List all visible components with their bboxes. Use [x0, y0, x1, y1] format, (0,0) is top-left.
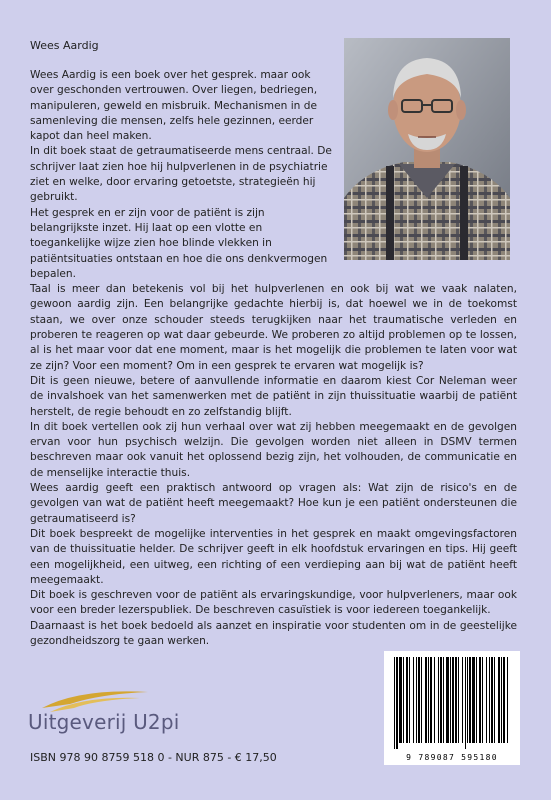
back-cover-text — [30, 68, 517, 649]
paragraph: Daarnaast is het boek bedoeld als aanzet en inspiratie voor studenten om in de geestelijke gezondheidszorg te gaan werken. — [30, 619, 517, 647]
paragraph: Wees Aardig is een boek over het gesprek. maar ook over geschonden vertrouwen. Over liegen, bedriegen, manipuleren, geweld en misbruik. Mechanismen in de samenleving die mensen, zelfs hele gezinnen, eerder kapot dan heel maken. — [30, 69, 318, 143]
isbn-price-line: ISBN 978 90 8759 518 0 - NUR 875 - € 17,50 — [30, 751, 277, 764]
paragraph: Wees aardig geeft een praktisch antwoord op vragen als: Wat zijn de risico's en de gevolgen van wat de patiënt heeft meegemaakt? Hoe kun je een patiënt ondersteunen die getraumatiseerd is? — [30, 482, 517, 525]
main-block — [30, 282, 517, 649]
paragraph: In dit boek vertellen ook zij hun verhaal over wat zij hebben meegemaakt en de gevolgen ervan voor hun psychisch welzijn. Die gevolgen worden niet alleen in DSMV termen beschreven maar ook vanuit het oplossend bezig zijn, het volhouden, de communicatie en de menselijke interactie thuis. — [30, 420, 517, 479]
paragraph: Het gesprek en er zijn voor de patiënt is zijn belangrijkste inzet. Hij laat op een vlotte en toegankelijke wijze zien hoe blinde vlekken in patiëntsituaties ontstaan en hoe die ons denkvermogen bepalen. — [30, 206, 328, 280]
paragraph: Taal is meer dan betekenis vol bij het hulpverlenen en ook bij wat we vaak nalaten, gewoon aardig zijn. Een belangrijke gedachte hierbij is, dat hoewel we in de toekomst staan, we over onze schouder steeds terugkijken naar het traumatische verleden en proberen te reageren op wat daar gebeurde. We proberen zo altijd problemen op te lossen, al is het maar voor dat ene moment, maar is het mogelijk die problemen te laten voor wat ze zijn? Voor een moment? Om in een gesprek te ervaren wat mogelijk is? — [30, 283, 517, 372]
paragraph: Dit is geen nieuwe, betere of aanvullende informatie en daarom kiest Cor Neleman weer de invalshoek van het samenwerken met de patiënt in zijn thuissituatie waarbij de patiënt herstelt, de regie behoudt en zo zelfstandig blijft. — [30, 374, 517, 418]
paragraph: Dit boek is geschreven voor de patiënt als ervaringskundige, voor hulpverleners, maar ook voor een breder lezerspubliek. De beschreven casuïstiek is voor iedereen toegankelijk. — [30, 589, 517, 617]
publisher-name: Uitgeverij U2pi — [28, 710, 180, 734]
barcode — [384, 651, 520, 765]
intro-block — [30, 68, 517, 282]
publisher-logo — [28, 686, 198, 734]
book-title: Wees Aardig — [30, 39, 99, 52]
barcode-icon — [384, 653, 520, 753]
paragraph: In dit boek staat de getraumatiseerde mens centraal. De schrijver laat zien hoe hij hulpverlenen in de psychiatrie ziet en welke, door ervaring getoetste, strategieën hij gebruikt. — [30, 145, 332, 204]
paragraph: Dit boek bespreekt de mogelijke interventies in het gesprek en maakt omgevingsfactoren van de thuissituatie helder. De schrijver geeft in elk hoofdstuk ervaringen en tips. Hij geeft een mogelijkheid, een uitweg, een richting of een verdieping aan bij wat de patiënt heeft meegemaakt. — [30, 527, 517, 586]
barcode-digits: 9 789087 595180 — [406, 753, 498, 762]
